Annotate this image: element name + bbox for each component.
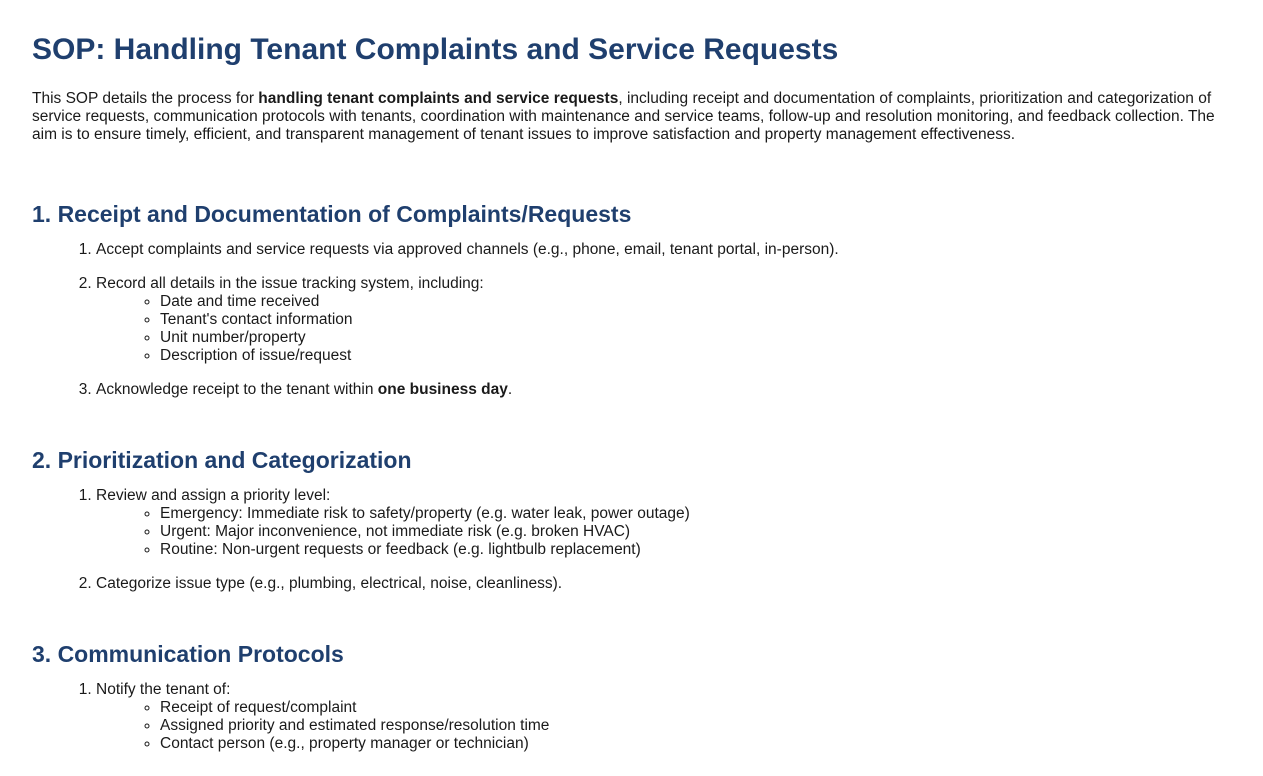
sub-item: ◦ Contact person (e.g., property manager or technician)	[160, 735, 1231, 753]
section-heading: 3. Communication Protocols	[32, 641, 344, 667]
step-text: Accept complaints and service requests via approved channels (e.g., phone, email, tenant portal, in-person).	[96, 241, 839, 258]
sub-item: ◦ Routine: Non-urgent requests or feedback (e.g. lightbulb replacement)	[160, 541, 1231, 559]
step-text: Categorize issue type (e.g., plumbing, electrical, noise, cleanliness).	[96, 575, 563, 592]
sub-item: ◦ Date and time received	[160, 293, 1231, 311]
intro-text-end: , including receipt and documentation of complaints, prioritization and categorization of service requests, communication protocols with tenants, coordination with maintenance and service teams, follow-up and resolution monitoring, and feedback collection. The aim is to ensure timely, efficient, and transparent management of tenant issues to improve satisfaction and property management effectiveness.	[32, 90, 1215, 143]
step-text-end: .	[507, 381, 513, 398]
sub-list	[96, 699, 1231, 753]
step-text: Notify the tenant of:	[96, 681, 231, 698]
page-title: SOP: Handling Tenant Complaints and Service Requests	[32, 33, 839, 66]
sub-list	[96, 293, 1231, 365]
step-text-bold: one business day	[377, 381, 508, 398]
step-item	[96, 381, 1231, 399]
section-prioritization	[32, 445, 1231, 593]
sub-list	[96, 505, 1231, 559]
section-heading: 2. Prioritization and Categorization	[32, 447, 412, 473]
sub-item: ◦ Assigned priority and estimated response/resolution time	[160, 717, 1231, 735]
step-list	[32, 241, 1231, 399]
sub-item: ◦ Emergency: Immediate risk to safety/property (e.g. water leak, power outage)	[160, 505, 1231, 523]
sub-item: ◦ Unit number/property	[160, 329, 1231, 347]
step-item	[96, 241, 1231, 259]
step-item	[96, 275, 1231, 365]
step-text: Record all details in the issue tracking system, including:	[96, 275, 484, 292]
step-item	[96, 681, 1231, 753]
sub-item: ◦ Tenant's contact information	[160, 311, 1231, 329]
intro-text-start: This SOP details the process for	[32, 90, 259, 107]
sub-item: ◦ Urgent: Major inconvenience, not immediate risk (e.g. broken HVAC)	[160, 523, 1231, 541]
section-communication	[32, 639, 1231, 753]
step-text: Review and assign a priority level:	[96, 487, 331, 504]
step-text-start: Acknowledge receipt to the tenant within	[96, 381, 378, 398]
section-receipt-documentation	[32, 199, 1231, 399]
section-heading: 1. Receipt and Documentation of Complaints/Requests	[32, 201, 632, 227]
sub-item: ◦ Description of issue/request	[160, 347, 1231, 365]
step-list	[32, 487, 1231, 593]
sub-item: ◦ Receipt of request/complaint	[160, 699, 1231, 717]
step-item	[96, 575, 1231, 593]
step-list	[32, 681, 1231, 753]
intro-paragraph	[32, 90, 1231, 144]
step-item	[96, 487, 1231, 559]
intro-text-bold: handling tenant complaints and service requests	[258, 90, 619, 107]
